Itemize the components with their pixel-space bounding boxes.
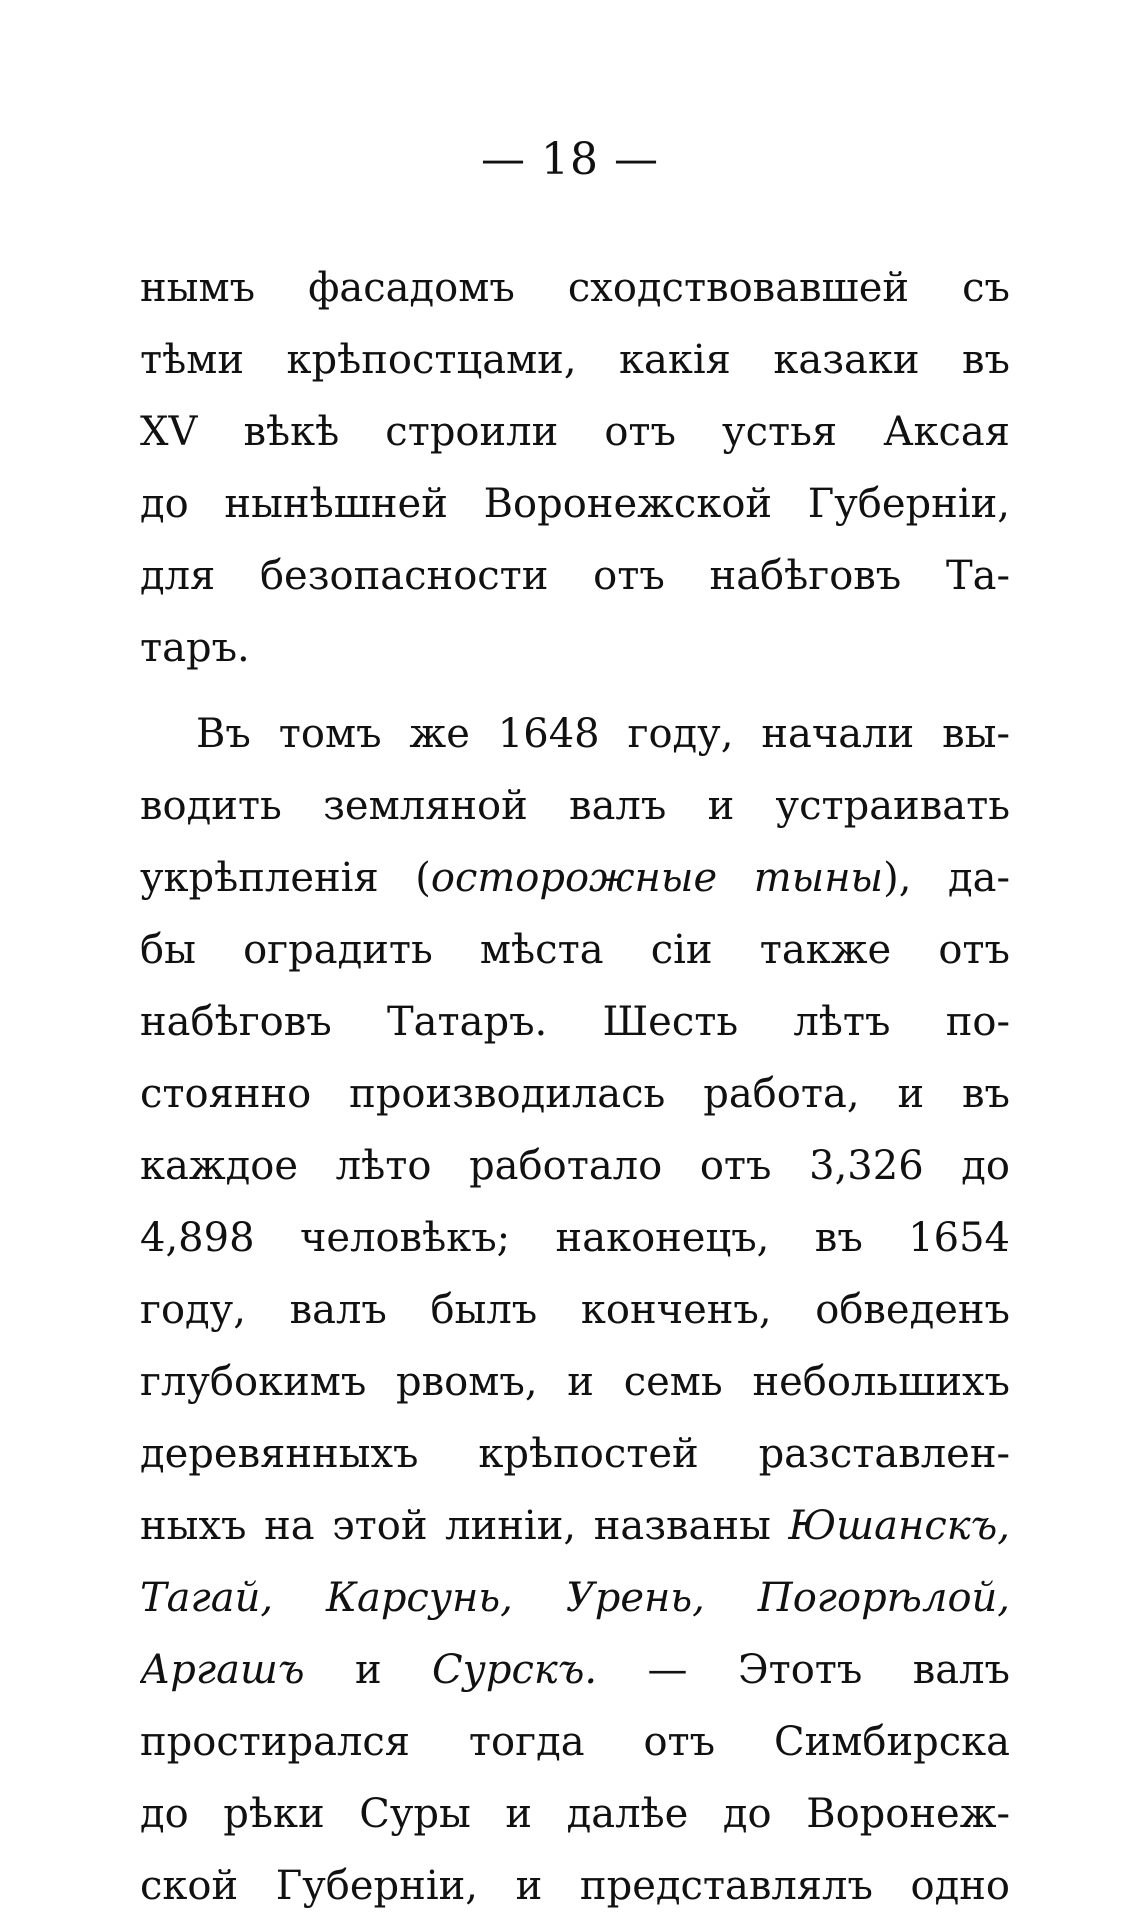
text-line: деревянныхъ крѣпостей разставлен- bbox=[140, 1431, 1010, 1477]
text-line: простирался тогда отъ Симбирска bbox=[140, 1719, 1010, 1765]
text-line: для безопасности отъ набѣговъ Та- bbox=[140, 553, 1010, 599]
text-line: стоянно производилась работа, и въ bbox=[140, 1071, 1010, 1117]
italic-term: Сурскъ. bbox=[432, 1647, 598, 1693]
text-line: до рѣки Суры и далѣе до Воронеж- bbox=[140, 1791, 1010, 1837]
paragraph-gap bbox=[140, 684, 1010, 698]
text-line bbox=[140, 842, 1010, 914]
text-line: ской Губерніи, и представлялъ одно bbox=[140, 1863, 1010, 1909]
text-line: 4,898 человѣкъ; наконецъ, въ 1654 bbox=[140, 1215, 1010, 1261]
text-line: набѣговъ Татаръ. Шесть лѣтъ по- bbox=[140, 999, 1010, 1045]
text-segment: укрѣпленія ( bbox=[140, 855, 431, 901]
text-line bbox=[140, 1634, 1010, 1706]
text-line: водить земляной валъ и устраивать bbox=[140, 783, 1010, 829]
page-text bbox=[140, 252, 1010, 1922]
italic-term: осторожные тыны bbox=[430, 855, 884, 901]
text-segment: и bbox=[304, 1647, 433, 1693]
text-line bbox=[140, 1490, 1010, 1562]
text-segment: ), да- bbox=[883, 855, 1010, 901]
text-line bbox=[140, 1562, 1010, 1634]
italic-term: Юшанскъ, bbox=[788, 1503, 1010, 1549]
italic-term: Тагай, Карсунь, Урень, Погорѣлой, bbox=[140, 1575, 1010, 1621]
text-line: тѣми крѣпостцами, какія казаки въ bbox=[140, 337, 1010, 383]
text-segment: — Этотъ валъ bbox=[597, 1647, 1010, 1693]
text-line: каждое лѣто работало отъ 3,326 до bbox=[140, 1143, 1010, 1189]
page-number: — 18 — bbox=[481, 134, 659, 185]
italic-term: Аргашъ bbox=[140, 1647, 305, 1693]
text-line: глубокимъ рвомъ, и семь небольшихъ bbox=[140, 1359, 1010, 1405]
text-line: XV вѣкѣ строили отъ устья Аксая bbox=[140, 409, 1010, 455]
text-line: до нынѣшней Воронежской Губерніи, bbox=[140, 481, 1010, 527]
paragraph-1 bbox=[140, 252, 1010, 684]
paragraph-2 bbox=[140, 698, 1010, 1922]
text-line: нымъ фасадомъ сходствовавшей съ bbox=[140, 265, 1010, 311]
text-line: таръ. bbox=[140, 625, 250, 671]
text-line: Въ томъ же 1648 году, начали вы- bbox=[196, 711, 1010, 757]
text-line: году, валъ былъ конченъ, обведенъ bbox=[140, 1287, 1010, 1333]
text-line: бы оградить мѣста сіи также отъ bbox=[140, 927, 1010, 973]
text-segment: ныхъ на этой линіи, названы bbox=[140, 1503, 789, 1549]
